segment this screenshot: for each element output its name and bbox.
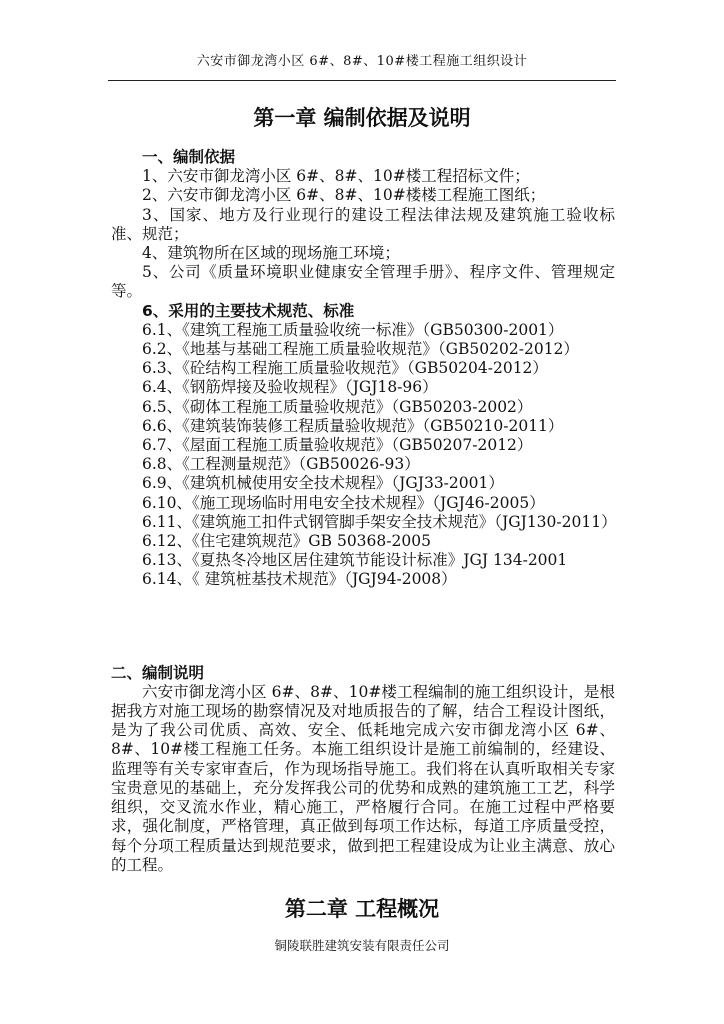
standard-item: 6.13、《夏热冬冷地区居住建筑节能设计标准》JGJ 134-2001 xyxy=(142,551,568,570)
standard-item: 6.11、《建筑施工扣件式钢管脚手架安全技术规范》（JGJ130-2011） xyxy=(142,512,617,531)
chapter-2-title: 第二章 工程概况 xyxy=(284,897,440,921)
basis-item: 4、建筑物所在区域的现场施工环境； xyxy=(142,244,400,263)
basis-item: 1、六安市御龙湾小区 6#、8#、10#楼工程招标文件； xyxy=(142,167,530,186)
basis-item: 2、六安市御龙湾小区 6#、8#、10#楼楼工程施工图纸； xyxy=(142,186,546,205)
section-gap xyxy=(111,590,615,664)
standard-item: 6.7、《屋面工程施工质量验收规范》（GB50207-2012） xyxy=(142,436,533,455)
header-rule xyxy=(108,80,616,81)
standard-item: 6.14、《 建筑桩基技术规范》（JGJ94-2008） xyxy=(142,570,457,589)
standard-item: 6.3、《砼结构工程施工质量验收规范》（GB50204-2012） xyxy=(142,359,548,378)
chapter-1-title: 第一章 编制依据及说明 xyxy=(253,106,471,130)
standard-item: 6.2、《地基与基础工程施工质量验收规范》（GB50202-2012） xyxy=(142,340,579,359)
section-2-heading: 二、编制说明 xyxy=(111,663,205,682)
basis-item: 3、国家、地方及行业现行的建设工程法律法规及建筑施工验收标准、规范； xyxy=(111,205,615,243)
page-footer: 铜陵联胜建筑安装有限责任公司 xyxy=(274,938,450,953)
standard-item: 6.1、《建筑工程施工质量验收统一标准》（GB50300-2001） xyxy=(142,320,564,339)
standard-item: 6.12、《住宅建筑规范》GB 50368-2005 xyxy=(142,532,431,551)
document-body xyxy=(111,148,615,875)
section-1-heading: 一、编制依据 xyxy=(142,148,236,166)
standard-item: 6.8、《工程测量规范》（GB50026-93） xyxy=(142,455,420,474)
standard-item: 6.9、《建筑机械使用安全技术规程》（JGJ33-2001） xyxy=(142,474,504,493)
standard-item: 6.10、《施工现场临时用电安全技术规程》（JGJ46-2005） xyxy=(142,493,545,512)
page-header: 六安市御龙湾小区 6#、8#、10#楼工程施工组织设计 xyxy=(196,54,528,69)
standard-item: 6.5、《砌体工程施工质量验收规范》（GB50203-2002） xyxy=(142,397,533,416)
standards-heading: 6、采用的主要技术规范、标准 xyxy=(142,301,355,320)
standard-item: 6.6、《建筑装饰装修工程质量验收规范》（GB50210-2011） xyxy=(142,416,564,435)
description-paragraph: 六安市御龙湾小区 6#、8#、10#楼工程编制的施工组织设计，是根据我方对施工现场的勘察情况及对地质报告的了解，结合工程设计图纸，是为了我公司优质、高效、安全、低耗地完成六安市御龙湾小区 6#、8#、10#楼工程施工任务。本施工组织设计是施工前编制的，经建设、监理等有关专家审查后，作为现场指导施工。我们将在认真听取相关专家宝贵意见的基础上，充分发挥我公司的优势和成熟的建筑施工工艺，科学组织，交叉流水作业，精心施工，严格履行合同。在施工过程中严格要求，强化制度，严格管理，真正做到每项工作达标，每道工序质量受控，每个分项工程质量达到规范要求，做到把工程建设成为让业主满意、放心的工程。 xyxy=(111,682,615,874)
basis-item: 5、公司《质量环境职业健康安全管理手册》、程序文件、管理规定等。 xyxy=(111,263,615,301)
standard-item: 6.4、《钢筋焊接及验收规程》（JGJ18-96） xyxy=(142,378,438,397)
